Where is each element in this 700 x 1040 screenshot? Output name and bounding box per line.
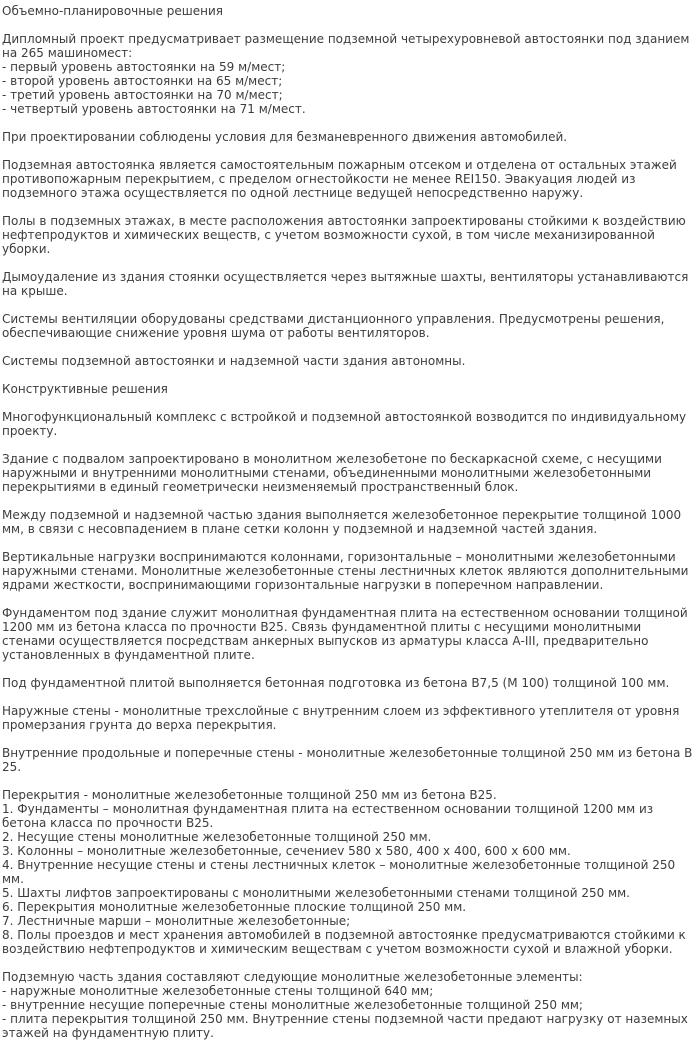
- paragraph-ventilation: Системы вентиляции оборудованы средствами дистанционного управления. Предусмотрены решения, обеспечивающие снижение уровня шума от работы вентиляторов.: [2, 312, 665, 340]
- paragraph-underground-elements: Подземную часть здания составляют следующие монолитные железобетонные элементы: - наружные монолитные железобетонные стены толщиной 640 мм; - внутренние несущие поперечные стены монолитные железобетонные толщиной 250 мм; - плита перекрытия толщиной 250 мм. Внутренние стены подземной части предают нагрузку от наземных этажей на фундаментную плиту.: [2, 970, 688, 1040]
- paragraph-fire-compartment: Подземная автостоянка является самостоятельным пожарным отсеком и отделена от остальных этажей противопожарным перекрытием, с пределом огнестойкости не менее REI150. Эвакуация людей из подземного этажа осуществляется по одной лестнице ведущей непосредственно наружу.: [2, 158, 677, 200]
- paragraph-floors: Полы в подземных этажах, в месте расположения автостоянки запроектированы стойкими к воздействию нефтепродуктов и химических веществ, с учетом возможности сухой, в том числе механизированной уборки.: [2, 214, 686, 256]
- paragraph-foundation: Фундаментом под здание служит монолитная фундаментная плита на естественном основании толщиной 1200 мм из бетона класса по прочности В25. Связь фундаментной плиты с несущими монолитными стенами осуществляется посредствам анкерных выпусков из арматуры класса А-III, предварительно установленных в фундаментной плите.: [2, 606, 688, 662]
- paragraph-complex: Многофункциональный комплекс с встройкой и подземной автостоянкой возводится по индивидуальному проекту.: [2, 410, 687, 438]
- paragraph-transfer-slab: Между подземной и надземной частью здания выполняется железобетонное перекрытие толщиной 1000 мм, в связи с несовпадением в плане сетки колонн у подземной и надземной частей здания.: [2, 508, 682, 536]
- paragraph-loads: Вертикальные нагрузки воспринимаются колоннами, горизонтальные – монолитными железобетонными наружными стенами. Монолитные железобетонные стены лестничных клеток являются дополнительными ядрами жесткости, воспринимающими горизонтальные нагрузки в поперечном направлении.: [2, 550, 689, 592]
- section-heading-planning: Объемно-планировочные решения: [2, 4, 223, 18]
- section-heading-structural: Конструктивные решения: [2, 382, 168, 396]
- paragraph-external-walls: Наружные стены - монолитные трехслойные с внутренним слоем из эффективного утеплителя от уровня промерзания грунта до верха перекрытия.: [2, 704, 680, 732]
- paragraph-smoke-removal: Дымоудаление из здания стоянки осуществляется через вытяжные шахты, вентиляторы устанавливаются на крыше.: [2, 270, 689, 298]
- paragraph-traffic: При проектировании соблюдены условия для безманевренного движения автомобилей.: [2, 130, 568, 144]
- paragraph-parking-levels: Дипломный проект предусматривает размещение подземной четырехуровневой автостоянки под зданием на 265 машиномест: - первый уровень автостоянки на 59 м/мест; - второй уровень автостоянки на 65 м/мест; - третий уровень автостоянки на 70 м/мест; - четвертый уровень автостоянки на 71 м/мест.: [2, 32, 690, 116]
- paragraph-preparation: Под фундаментной плитой выполняется бетонная подготовка из бетона В7,5 (М 100) толщиной 100 мм.: [2, 676, 670, 690]
- paragraph-autonomy: Системы подземной автостоянки и надземной части здания автономны.: [2, 354, 466, 368]
- paragraph-internal-walls: Внутренние продольные и поперечные стены - монолитные железобетонные толщиной 250 мм из бетона В 25.: [2, 746, 693, 774]
- paragraph-monolithic-scheme: Здание с подвалом запроектировано в монолитном железобетоне по бескаркасной схеме, с несущими наружными и внутренними монолитными стенами, объединенными монолитными железобетонными перекрытиями в единый геометрически неизменяемый пространственный блок.: [2, 452, 662, 494]
- paragraph-elements-list: Перекрытия - монолитные железобетонные толщиной 250 мм из бетона В25. 1. Фундаменты – монолитная фундаментная плита на естественном основании толщиной 1200 мм из бетона класса по прочности В25. 2. Несущие стены монолитные железобетонные толщиной 250 мм. 3. Колонны – монолитные железобетонные, сечениеv 580 х 580, 400 х 400, 600 х 600 мм. 4. Внутренние несущие стены и стены лестничных клеток – монолитные железобетонные толщиной 250 мм. 5. Шахты лифтов запроектированы с монолитными железобетонными стенами толщиной 250 мм. 6. Перекрытия монолитные железобетонные плоские толщиной 250 мм. 7. Лестничные марши – монолитные железобетонные; 8. Полы проездов и мест хранения автомобилей в подземной автостоянке предусматриваются стойкими к воздействию нефтепродуктов и химическим веществам с учетом возможности сухой и влажной уборки.: [2, 788, 686, 956]
